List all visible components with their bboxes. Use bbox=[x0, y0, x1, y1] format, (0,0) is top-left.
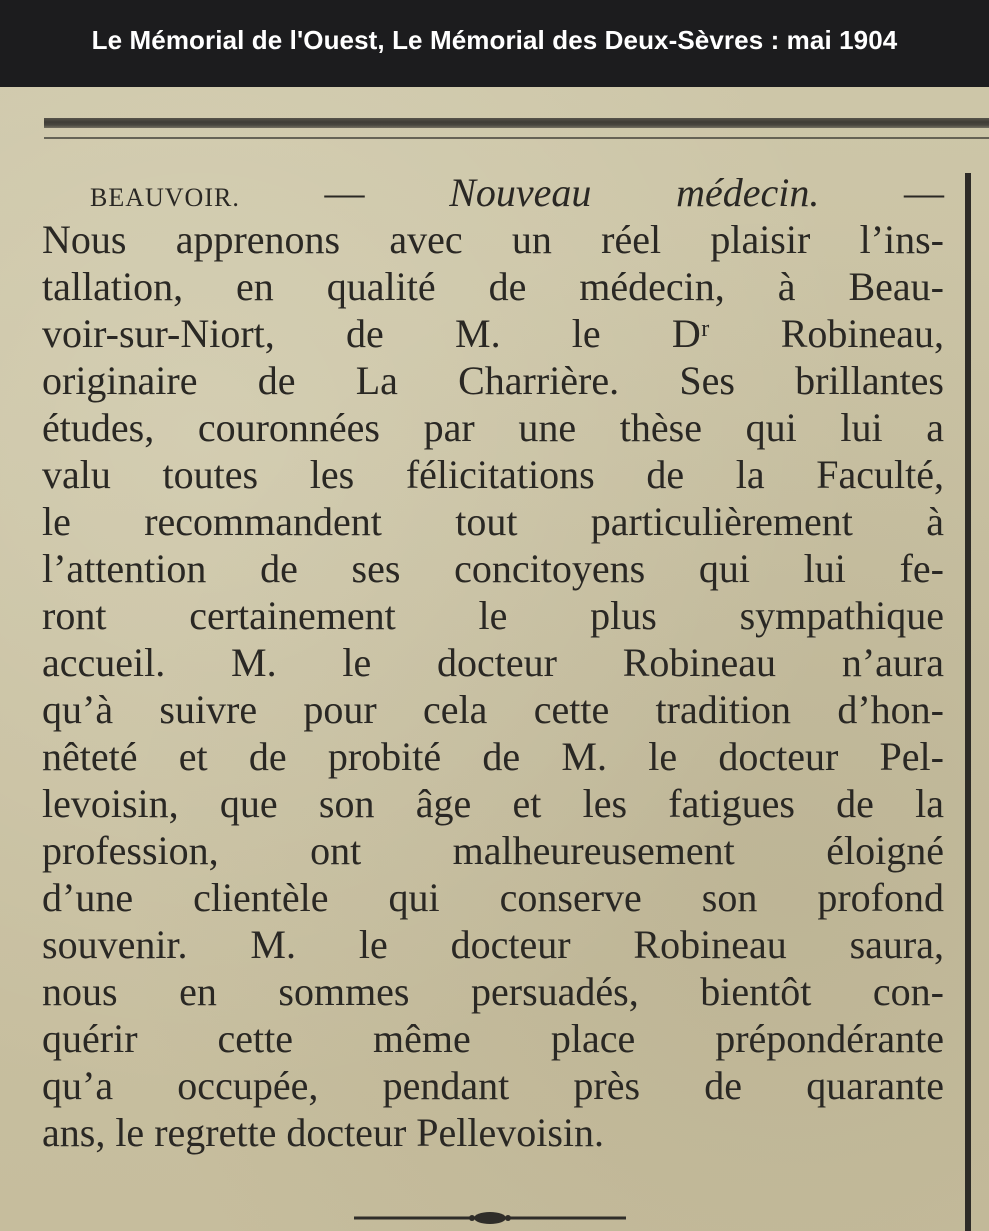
page-title: Le Mémorial de l'Ouest, Le Mémorial des Deux-Sèvres : mai 1904 bbox=[0, 0, 989, 87]
text-line: ront certainement le plus sympathique bbox=[42, 593, 944, 638]
text-line: valu toutes les félicitations de la Faculté, bbox=[42, 452, 944, 497]
text-line: l’attention de ses concitoyens qui lui fe- bbox=[42, 546, 944, 591]
text-line: quérir cette même place prépondérante bbox=[42, 1016, 944, 1061]
text-line: ans, le regrette docteur Pellevoisin. bbox=[42, 1110, 605, 1155]
text-line: souvenir. M. le docteur Robineau saura, bbox=[42, 922, 944, 967]
heading-dash: — bbox=[904, 170, 945, 215]
newspaper-clipping bbox=[0, 87, 989, 1231]
text-line: accueil. M. le docteur Robineau n’aura bbox=[42, 640, 944, 685]
text-line: qu’à suivre pour cela cette tradition d’hon- bbox=[42, 687, 944, 732]
text-line: nêteté et de probité de M. le docteur Pel- bbox=[42, 734, 944, 779]
text-line: originaire de La Charrière. Ses brillantes bbox=[42, 358, 944, 403]
text-line: profession, ont malheureusement éloigné bbox=[42, 828, 944, 873]
article-title: Nouveau médecin. bbox=[449, 170, 820, 215]
text-line: levoisin, que son âge et les fatigues de la bbox=[42, 781, 944, 826]
text-line: qu’a occupée, pendant près de quarante bbox=[42, 1063, 944, 1108]
thick-rule-divider bbox=[44, 118, 989, 128]
article-heading-line bbox=[42, 169, 944, 216]
text-line: nous en sommes persuadés, bientôt con- bbox=[42, 969, 944, 1014]
text-line: études, couronnées par une thèse qui lui a bbox=[42, 405, 944, 450]
article-place: BEAUVOIR. bbox=[90, 183, 240, 212]
ornament-divider bbox=[350, 1211, 630, 1225]
article-body bbox=[42, 169, 944, 1156]
text-line: Nous apprenons avec un réel plaisir l’ins- bbox=[42, 217, 944, 262]
heading-dash: — bbox=[324, 170, 365, 215]
text-line: d’une clientèle qui conserve son profond bbox=[42, 875, 944, 920]
thin-rule-divider bbox=[44, 137, 989, 139]
text-line: voir-sur-Niort, de M. le Dʳ Robineau, bbox=[42, 311, 944, 356]
text-line: tallation, en qualité de médecin, à Beau- bbox=[42, 264, 944, 309]
text-line: le recommandent tout particulièrement à bbox=[42, 499, 944, 544]
column-rule bbox=[965, 173, 971, 1231]
